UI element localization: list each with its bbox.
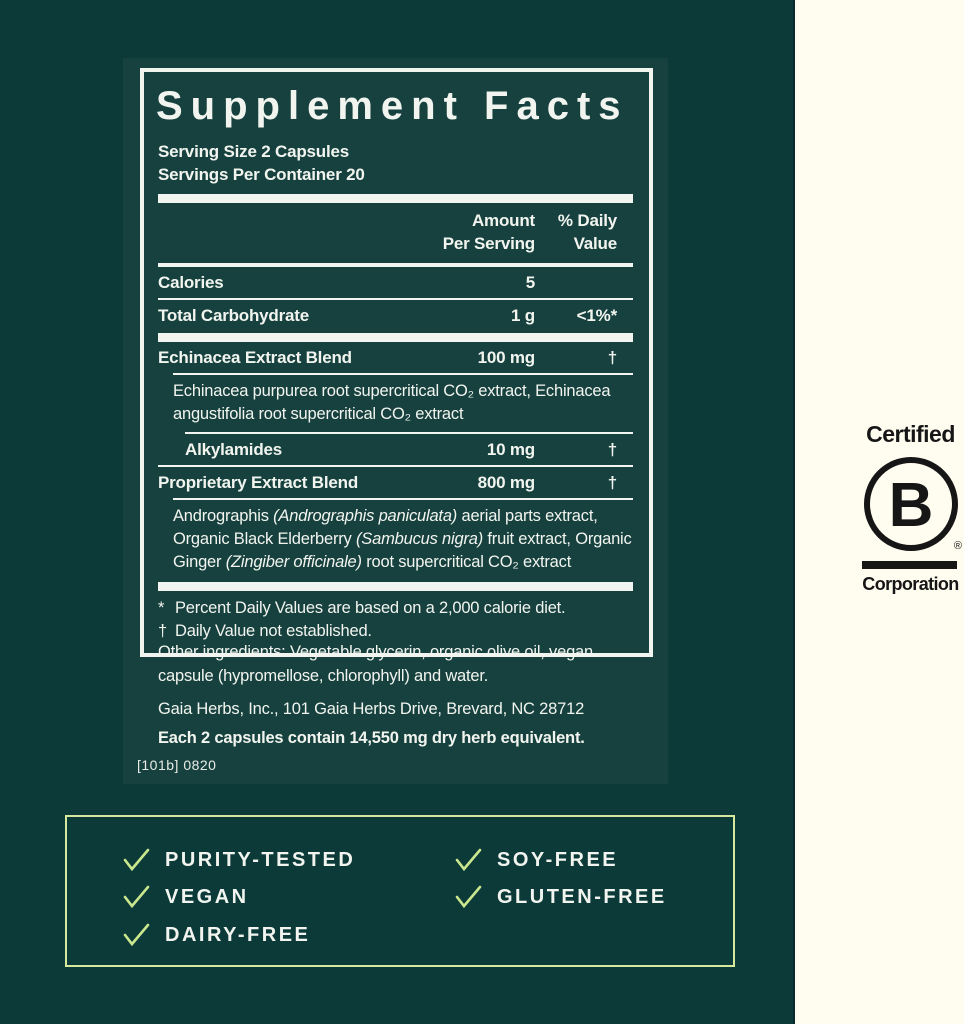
facts-row-echinacea-blend: Echinacea Extract Blend 100 mg †: [158, 348, 617, 367]
check-icon: [123, 922, 150, 948]
amount-header-line1: Amount: [471, 211, 535, 230]
svg-text:B: B: [888, 471, 933, 540]
feature-badges-box: [65, 815, 735, 967]
other-ingredients: Other ingredients: Vegetable glycerin, organic olive oil, vegan capsule (hypromellose, chlorophyll) and water.: [158, 643, 594, 685]
badge-dairy-free: DAIRY-FREE: [123, 922, 310, 948]
lot-code: [101b] 0820: [137, 757, 217, 773]
dv-header-line1: % Daily: [557, 211, 617, 230]
bcorp-underline-bar: [862, 561, 957, 569]
echinacea-blend-description: Echinacea purpurea root supercritical CO₂ extract, Echinacea angustifolia root supercritical CO₂ extract: [173, 382, 611, 423]
check-icon: [123, 847, 150, 873]
bcorp-corporation-text: Corporation: [862, 574, 959, 594]
check-icon: [455, 847, 482, 873]
supplement-label-block: [123, 58, 668, 784]
badge-purity-tested: PURITY-TESTED: [123, 847, 355, 873]
divider-thick: [158, 333, 633, 342]
bcorp-circle-b-icon: [860, 456, 961, 552]
facts-title: Supplement Facts: [156, 84, 629, 128]
facts-row-calories: Calories 5: [158, 273, 535, 292]
facts-column-headers: [158, 203, 633, 263]
serving-size: Serving Size 2 Capsules: [158, 142, 349, 161]
badge-vegan: VEGAN: [123, 884, 249, 910]
dv-header-line2: Value: [573, 234, 617, 253]
amount-header-line2: Per Serving: [442, 234, 535, 253]
footnote-not-established: † Daily Value not established.: [158, 622, 372, 640]
supplement-facts-box: [140, 68, 653, 657]
bcorp-certification-logo: [860, 421, 961, 595]
registered-trademark-icon: ®: [953, 540, 962, 552]
divider-thick: [158, 194, 633, 203]
facts-row-alkylamides: Alkylamides 10 mg †: [185, 440, 617, 459]
servings-per-container: Servings Per Container 20: [158, 165, 365, 184]
dry-herb-equivalent: Each 2 capsules contain 14,550 mg dry herb equivalent.: [158, 729, 585, 747]
badge-soy-free: SOY-FREE: [455, 847, 618, 873]
manufacturer-address: Gaia Herbs, Inc., 101 Gaia Herbs Drive, Brevard, NC 28712: [158, 700, 585, 718]
facts-row-total-carbohydrate: Total Carbohydrate 1 g <1%*: [158, 306, 617, 325]
check-icon: [455, 884, 482, 910]
badge-gluten-free: GLUTEN-FREE: [455, 884, 667, 910]
proprietary-blend-description: Andrographis (Andrographis paniculata) aerial parts extract, Organic Black Elderberry (Sambucus nigra) fruit extract, Organic Ginger (Zingiber officinale) root supercritical CO₂ extract: [173, 507, 632, 571]
divider-thick: [158, 582, 633, 591]
facts-footnotes: [158, 591, 633, 645]
check-icon: [123, 884, 150, 910]
bcorp-certified-text: Certified: [866, 421, 955, 447]
footnote-daily-value: * Percent Daily Values are based on a 2,000 calorie diet.: [158, 599, 566, 617]
facts-row-proprietary-blend: Proprietary Extract Blend 800 mg †: [158, 473, 617, 492]
